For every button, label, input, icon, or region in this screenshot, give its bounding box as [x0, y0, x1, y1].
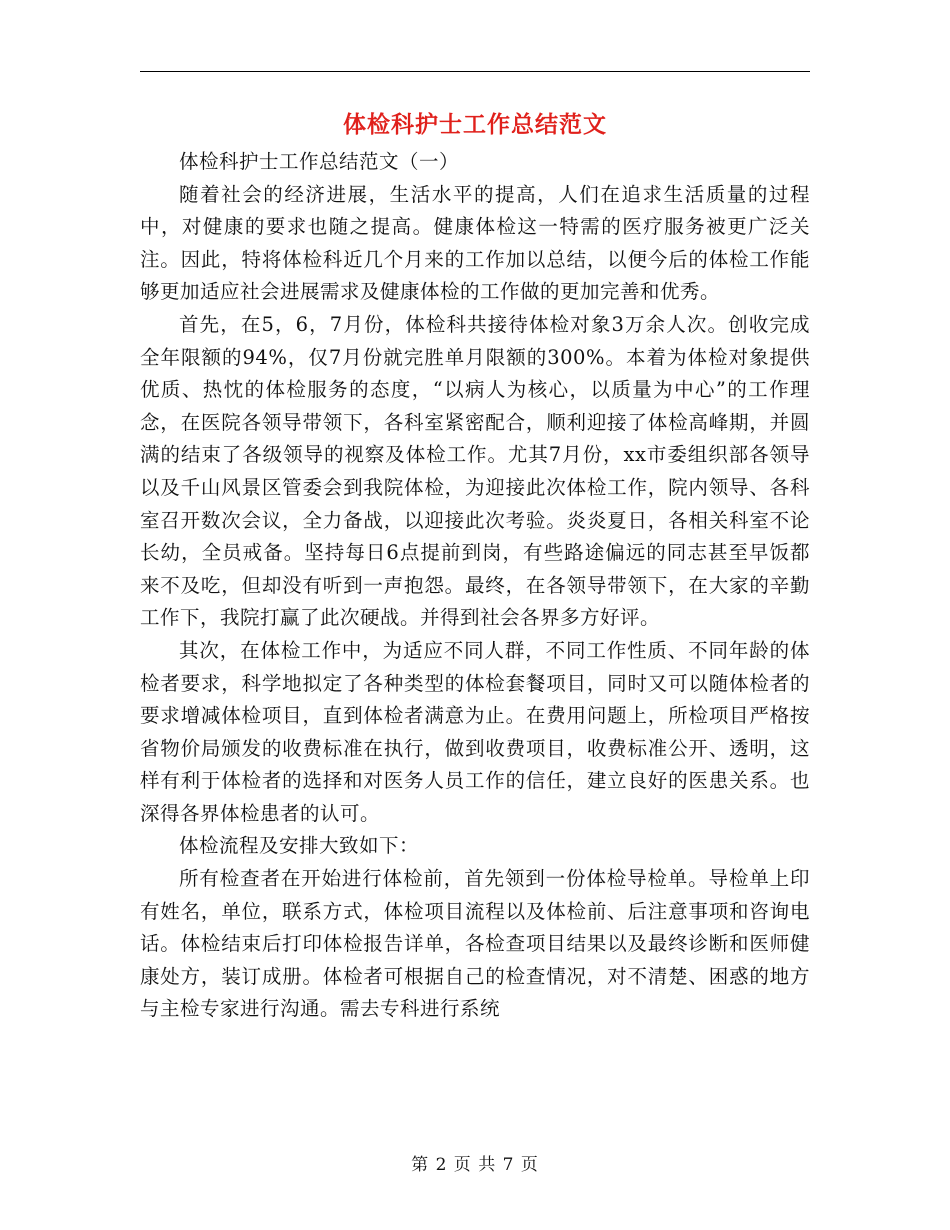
- page-number: 第 2 页 共 7 页: [411, 1155, 539, 1175]
- paragraph-intro: 随着社会的经济进展，生活水平的提高，人们在追求生活质量的过程中，对健康的要求也随之提高。健康体检这一特需的医疗服务被更广泛关注。因此，特将体检科近几个月来的工作加以总结，以便今后的体检工作能够更加适应社会进展需求及健康体检的工作做的更加完善和优秀。: [140, 182, 810, 304]
- paragraph-first: 首先，在5，6，7月份，体检科共接待体检对象3万余人次。创收完成全年限额的94%，仅7月份就完胜单月限额的300%。本着为体检对象提供优质、热忱的体检服务的态度，“以病人为核心，以质量为中心”的工作理念，在医院各领导带领下，各科室紧密配合，顺利迎接了体检高峰期，并圆满的结束了各级领导的视察及体检工作。尤其7月份，xx市委组织部各领导以及千山风景区管委会到我院体检，为迎接此次体检工作，院内领导、各科室召开数次会议，全力备战，以迎接此次考验。炎炎夏日，各相关科室不论长幼，全员戒备。坚持每日6点提前到岗，有些路途偏远的同志甚至早饭都来不及吃，但却没有听到一声抱怨。最终，在各领导带领下，在大家的辛勤工作下，我院打赢了此次硬战。并得到社会各界多方好评。: [140, 312, 810, 630]
- section-heading: 体检科护士工作总结范文（一）: [179, 150, 460, 173]
- document-body: [140, 146, 810, 1026]
- document-title: 体检科护士工作总结范文: [343, 111, 607, 138]
- paragraph-process: 所有检查者在开始进行体检前，首先领到一份体检导检单。导检单上印有姓名，单位，联系方式，体检项目流程以及体检前、后注意事项和咨询电话。体检结束后打印体检报告详单，各检查项目结果以及最终诊断和医师健康处方，装订成册。体检者可根据自己的检查情况，对不清楚、困惑的地方与主检专家进行沟通。需去专科进行系统: [140, 867, 810, 1021]
- paragraph-process-heading: 体检流程及安排大致如下：: [179, 834, 420, 858]
- paragraph-second: 其次，在体检工作中，为适应不同人群，不同工作性质、不同年龄的体检者要求，科学地拟定了各种类型的体检套餐项目，同时又可以随体检者的要求增减体检项目，直到体检者满意为止。在费用问题上，所检项目严格按省物价局颁发的收费标准在执行，做到收费项目，收费标准公开、透明，这样有利于体检者的选择和对医务人员工作的信任，建立良好的医患关系。也深得各界体检患者的认可。: [140, 638, 810, 825]
- header-rule: [140, 71, 810, 72]
